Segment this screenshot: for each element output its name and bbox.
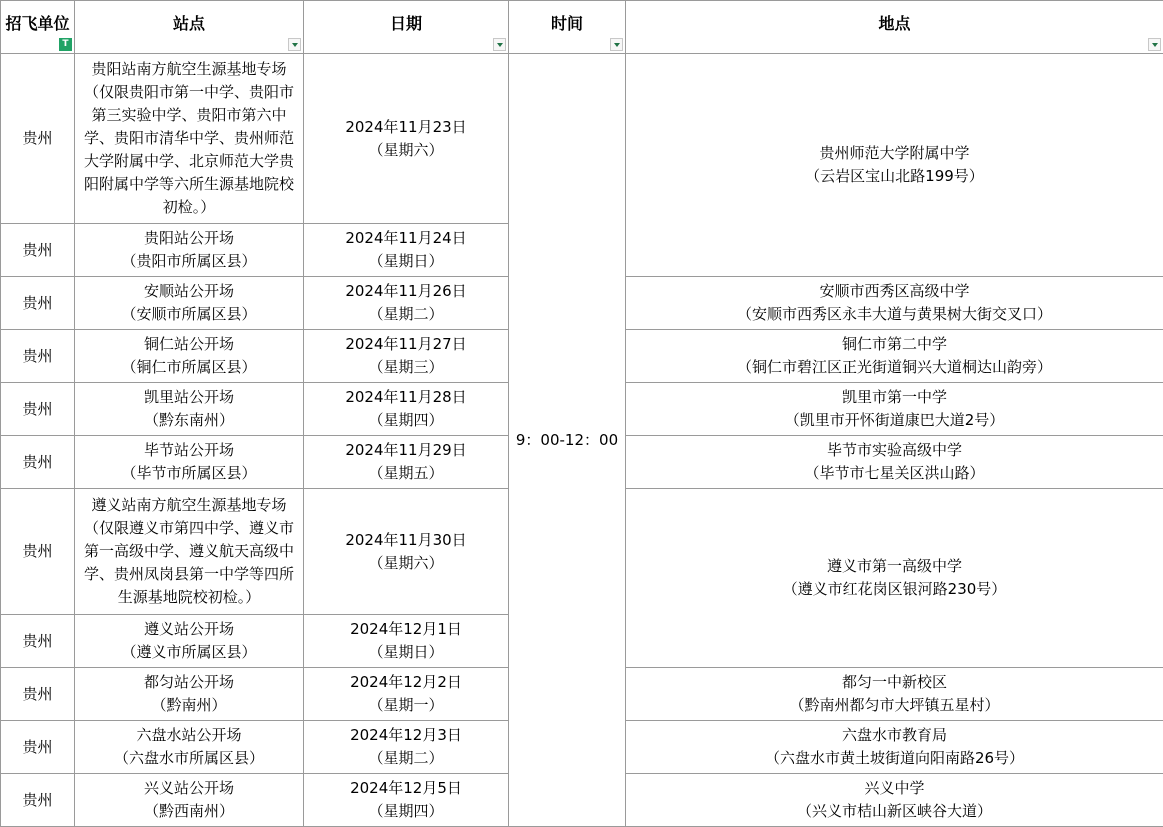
station-cell[interactable] (75, 330, 304, 383)
location-name: 都匀一中新校区 (841, 673, 947, 691)
location-cell[interactable] (626, 489, 1163, 668)
header-station (75, 1, 304, 54)
station-cell[interactable] (75, 774, 304, 827)
filter-dropdown-icon[interactable] (493, 38, 506, 51)
location-address: （六盘水市黄土坡街道向阳南路26号） (764, 749, 1025, 767)
weekday-text: （星期五） (368, 464, 444, 482)
filter-dropdown-icon[interactable] (288, 38, 301, 51)
header-unit-label: 招飞单位 (5, 13, 70, 33)
header-location (626, 1, 1163, 54)
date-cell[interactable] (304, 54, 509, 224)
date-text: 2024年11月24日 (345, 229, 467, 247)
station-text: 遵义站南方航空生源基地专场（仅限遵义市第四中学、遵义市第一高级中学、遵义航天高级中学、贵州凤岗县第一中学等四所生源基地院校初检。） (83, 496, 294, 606)
location-address: （毕节市七星关区洪山路） (804, 464, 985, 482)
date-cell[interactable] (304, 721, 509, 774)
date-cell[interactable] (304, 615, 509, 668)
date-text: 2024年11月23日 (345, 117, 467, 136)
station-cell[interactable] (75, 224, 304, 277)
date-text: 2024年12月1日 (350, 620, 462, 638)
station-cell[interactable] (75, 277, 304, 330)
station-name: 六盘水站公开场 (136, 726, 242, 744)
location-cell[interactable] (626, 277, 1163, 330)
location-address: （云岩区宝山北路199号） (805, 167, 984, 185)
date-cell[interactable] (304, 774, 509, 827)
location-name: 安顺市西秀区高级中学 (819, 282, 970, 300)
table-row (1, 54, 1163, 224)
filter-dropdown-icon[interactable] (1148, 38, 1161, 51)
date-cell[interactable] (304, 436, 509, 489)
header-time-label: 时间 (550, 13, 583, 33)
weekday-text: （星期三） (368, 358, 444, 376)
location-cell[interactable] (626, 436, 1163, 489)
station-cell[interactable] (75, 721, 304, 774)
date-cell[interactable] (304, 224, 509, 277)
station-text: 贵阳站南方航空生源基地专场（仅限贵阳市第一中学、贵阳市第三实验中学、贵阳市第六中学、贵阳市清华中学、贵州师范大学附属中学、北京师范大学贵阳附属中学等六所生源基地院校初检。） (83, 60, 294, 216)
location-address: （凯里市开怀街道康巴大道2号） (784, 411, 1005, 429)
header-row (1, 1, 1163, 54)
filter-active-icon[interactable]: T (59, 38, 72, 51)
location-cell[interactable] (626, 330, 1163, 383)
time-text: 9：00-12：00 (515, 430, 619, 449)
header-time (509, 1, 626, 54)
date-text: 2024年11月26日 (345, 282, 467, 300)
location-name: 凯里市第一中学 (841, 388, 947, 406)
location-address: （遵义市红花岗区银河路230号） (782, 580, 1007, 598)
unit-cell[interactable]: 贵州 (1, 224, 75, 277)
station-area: （黔西南州） (143, 802, 234, 820)
station-area: （安顺市所属区县） (121, 305, 257, 323)
date-text: 2024年11月27日 (345, 335, 467, 353)
station-cell[interactable] (75, 615, 304, 668)
date-cell[interactable] (304, 277, 509, 330)
location-address: （兴义市桔山新区峡谷大道） (796, 802, 992, 820)
station-name: 贵阳站公开场 (143, 229, 234, 247)
location-address: （黔南州都匀市大坪镇五星村） (789, 696, 1000, 714)
location-name: 贵州师范大学附属中学 (819, 144, 970, 162)
unit-cell[interactable]: 贵州 (1, 54, 75, 224)
date-text: 2024年11月28日 (345, 388, 467, 406)
unit-cell[interactable]: 贵州 (1, 330, 75, 383)
unit-cell[interactable]: 贵州 (1, 774, 75, 827)
date-cell[interactable] (304, 489, 509, 615)
station-area: （黔南州） (151, 696, 227, 714)
station-name: 都匀站公开场 (143, 673, 234, 691)
unit-cell[interactable]: 贵州 (1, 668, 75, 721)
header-station-label: 站点 (172, 13, 205, 33)
header-date (304, 1, 509, 54)
station-name: 安顺站公开场 (143, 282, 234, 300)
unit-cell[interactable]: 贵州 (1, 383, 75, 436)
time-cell[interactable] (509, 54, 626, 827)
weekday-text: （星期四） (368, 802, 444, 820)
station-name: 毕节站公开场 (143, 441, 234, 459)
station-name: 铜仁站公开场 (143, 335, 234, 353)
date-cell[interactable] (304, 668, 509, 721)
location-name: 兴义中学 (864, 779, 925, 797)
date-cell[interactable] (304, 383, 509, 436)
station-area: （毕节市所属区县） (121, 464, 257, 482)
weekday-text: （星期一） (368, 696, 444, 714)
unit-cell[interactable]: 贵州 (1, 489, 75, 615)
filter-dropdown-icon[interactable] (610, 38, 623, 51)
location-name: 铜仁市第二中学 (841, 335, 947, 353)
location-cell[interactable] (626, 721, 1163, 774)
station-name: 遵义站公开场 (143, 620, 234, 638)
station-name: 兴义站公开场 (143, 779, 234, 797)
weekday-text: （星期日） (368, 252, 444, 270)
header-location-label: 地点 (878, 13, 911, 33)
location-address: （铜仁市碧江区正光街道铜兴大道桐达山韵旁） (736, 358, 1052, 376)
weekday-text: （星期二） (368, 749, 444, 767)
location-cell[interactable] (626, 54, 1163, 277)
date-text: 2024年11月29日 (345, 441, 467, 459)
unit-cell[interactable]: 贵州 (1, 615, 75, 668)
weekday-text: （星期四） (368, 411, 444, 429)
location-name: 六盘水市教育局 (841, 726, 947, 744)
header-unit (1, 1, 75, 54)
station-cell[interactable] (75, 668, 304, 721)
header-date-label: 日期 (389, 13, 422, 33)
station-cell[interactable] (75, 54, 304, 224)
station-area: （贵阳市所属区县） (121, 252, 257, 270)
date-text: 2024年12月3日 (350, 726, 462, 744)
location-cell[interactable] (626, 774, 1163, 827)
unit-cell[interactable]: 贵州 (1, 721, 75, 774)
station-area: （遵义市所属区县） (121, 643, 257, 661)
station-cell[interactable] (75, 489, 304, 615)
station-area: （铜仁市所属区县） (121, 358, 257, 376)
weekday-text: （星期二） (368, 305, 444, 323)
station-area: （六盘水市所属区县） (113, 749, 264, 767)
station-area: （黔东南州） (143, 411, 234, 429)
location-address: （安顺市西秀区永丰大道与黄果树大街交叉口） (736, 305, 1052, 323)
unit-cell[interactable]: 贵州 (1, 436, 75, 489)
location-cell[interactable] (626, 668, 1163, 721)
date-cell[interactable] (304, 330, 509, 383)
station-cell[interactable] (75, 383, 304, 436)
station-name: 凯里站公开场 (143, 388, 234, 406)
location-name: 遵义市第一高级中学 (826, 557, 962, 575)
location-name: 毕节市实验高级中学 (826, 441, 962, 459)
unit-cell[interactable]: 贵州 (1, 277, 75, 330)
date-text: 2024年12月2日 (350, 673, 462, 691)
weekday-text: （星期六） (368, 140, 444, 159)
weekday-text: （星期日） (368, 643, 444, 661)
date-text: 2024年12月5日 (350, 779, 462, 797)
station-cell[interactable] (75, 436, 304, 489)
weekday-text: （星期六） (368, 553, 444, 572)
date-text: 2024年11月30日 (345, 530, 467, 549)
location-cell[interactable] (626, 383, 1163, 436)
